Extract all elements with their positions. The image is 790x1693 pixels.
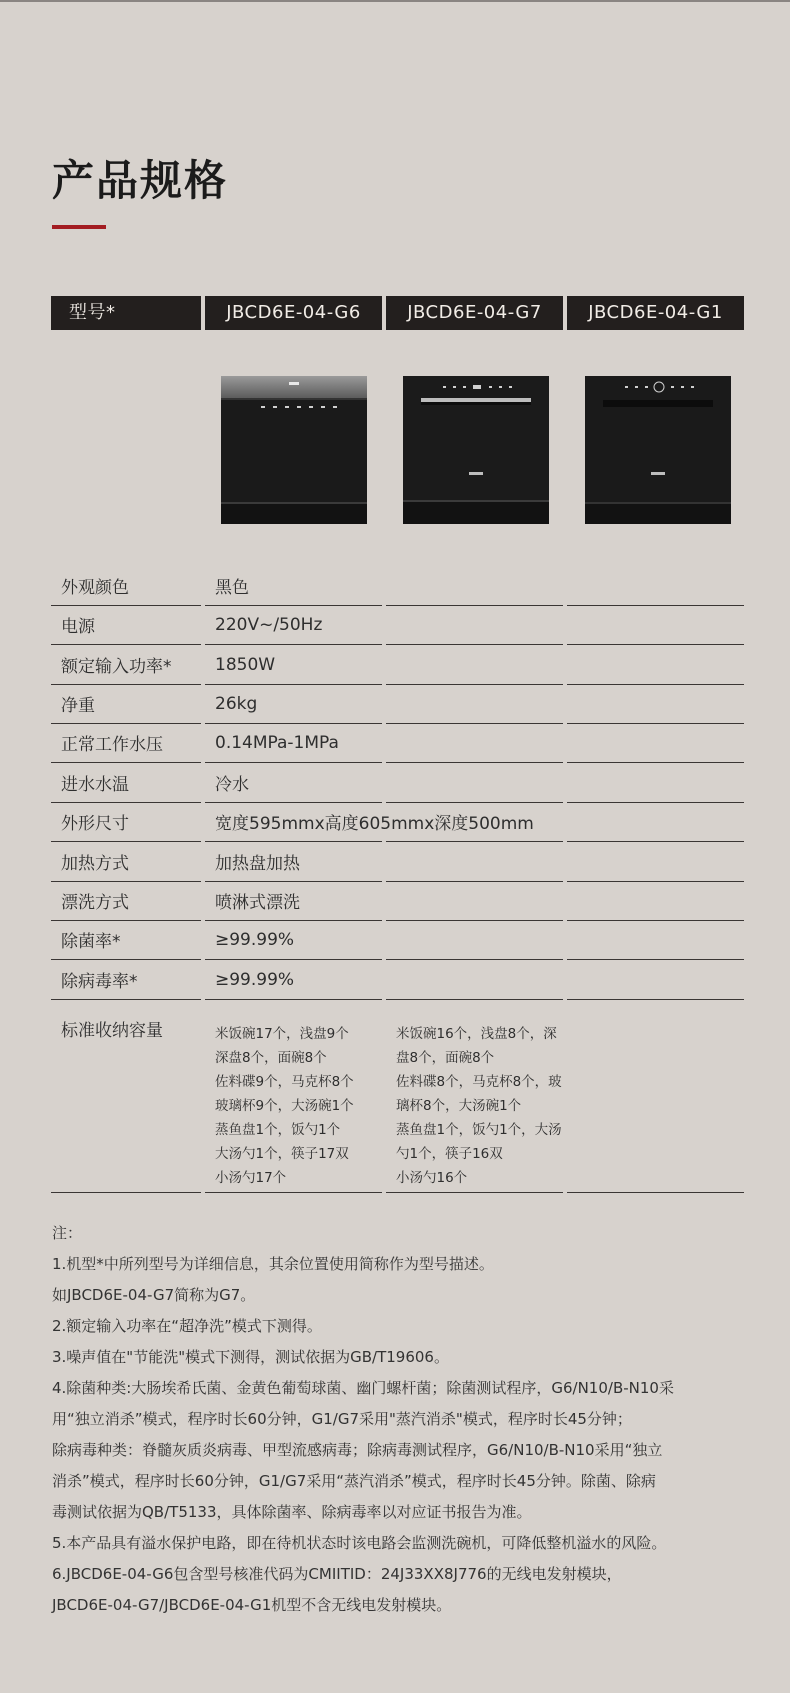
note-line: 4.除菌种类:大肠埃希氏菌、金黄色葡萄球菌、幽门螺杆菌；除菌测试程序，G6/N10/B-N10采 bbox=[52, 1379, 674, 1397]
capacity-g6: 米饭碗17个，浅盘9个 深盘8个，面碗8个 佐料碟9个，马克杯8个 玻璃杯9个，大汤碗1个 蒸鱼盘1个，饭勺1个 大汤勺1个，筷子17双 小汤勺17个 bbox=[205, 1010, 382, 1193]
spec-value-g1 bbox=[567, 802, 744, 842]
note-line: 注： bbox=[52, 1224, 83, 1242]
spec-row-capacity bbox=[51, 1010, 744, 1193]
spec-value-g7 bbox=[386, 566, 563, 606]
spec-value: 26kg bbox=[205, 684, 382, 724]
spec-row bbox=[51, 723, 744, 763]
note-line: 毒测试依据为QB/T5133，具体除菌率、除病毒率以对应证书报告为准。 bbox=[52, 1503, 532, 1521]
spec-value-g1 bbox=[567, 842, 744, 882]
spec-label: 漂洗方式 bbox=[51, 881, 201, 921]
capacity-g1 bbox=[567, 1010, 744, 1193]
notes-section bbox=[52, 1218, 752, 1621]
spec-value-g1 bbox=[567, 763, 744, 803]
note-line: 除病毒种类：脊髓灰质炎病毒、甲型流感病毒；除病毒测试程序，G6/N10/B-N10采用“独立 bbox=[52, 1441, 663, 1459]
spec-value: 喷淋式漂洗 bbox=[205, 881, 382, 921]
spec-label: 除病毒率* bbox=[51, 960, 201, 1000]
spec-label: 外形尺寸 bbox=[51, 802, 201, 842]
spec-row bbox=[51, 842, 744, 882]
model-g6: JBCD6E-04-G6 bbox=[205, 296, 382, 330]
dishwasher-g6-image bbox=[221, 376, 367, 524]
dishwasher-g1-image bbox=[585, 376, 731, 524]
spec-label: 电源 bbox=[51, 605, 201, 645]
spec-row bbox=[51, 566, 744, 606]
spec-row bbox=[51, 802, 744, 842]
note-line: JBCD6E-04-G7/JBCD6E-04-G1机型不含无线电发射模块。 bbox=[52, 1596, 452, 1614]
spec-value-g1 bbox=[567, 960, 744, 1000]
spec-row bbox=[51, 684, 744, 724]
spec-value: 0.14MPa-1MPa bbox=[205, 723, 382, 763]
page-title: 产品规格 bbox=[52, 156, 229, 205]
spec-row bbox=[51, 881, 744, 921]
spec-label: 净重 bbox=[51, 684, 201, 724]
spec-value-g7 bbox=[386, 684, 563, 724]
spec-row bbox=[51, 920, 744, 960]
spec-value-g7 bbox=[386, 960, 563, 1000]
note-line: 6.JBCD6E-04-G6包含型号核准代码为CMIITID：24J33XX8J776的无线电发射模块， bbox=[52, 1565, 622, 1583]
spec-value: 220V~/50Hz bbox=[205, 605, 382, 645]
note-line: 3.噪声值在"节能洗"模式下测得，测试依据为GB/T19606。 bbox=[52, 1348, 449, 1366]
spec-value-g7 bbox=[386, 920, 563, 960]
note-line: 消杀”模式，程序时长60分钟，G1/G7采用“蒸汽消杀”模式，程序时长45分钟。除菌、除病 bbox=[52, 1472, 656, 1490]
model-g1: JBCD6E-04-G1 bbox=[567, 296, 744, 330]
spec-value-g7 bbox=[386, 802, 563, 842]
spec-row bbox=[51, 763, 744, 803]
spec-value-g1 bbox=[567, 881, 744, 921]
note-line: 5.本产品具有溢水保护电路，即在待机状态时该电路会监测洗碗机，可降低整机溢水的风险。 bbox=[52, 1534, 667, 1552]
note-line: 用“独立消杀”模式，程序时长60分钟，G1/G7采用"蒸汽消杀"模式，程序时长45分钟； bbox=[52, 1410, 632, 1428]
spec-row bbox=[51, 645, 744, 685]
spec-label: 加热方式 bbox=[51, 842, 201, 882]
note-line: 如JBCD6E-04-G7简称为G7。 bbox=[52, 1286, 256, 1304]
spec-label: 标准收纳容量 bbox=[51, 1010, 201, 1193]
spec-value: 1850W bbox=[205, 645, 382, 685]
capacity-g7: 米饭碗16个，浅盘8个，深盘8个，面碗8个 佐料碟8个，马克杯8个，玻璃杯8个，大汤碗1个 蒸鱼盘1个，饭勺1个，大汤勺1个，筷子16双 小汤勺16个 bbox=[386, 1010, 563, 1193]
spec-value-g7 bbox=[386, 763, 563, 803]
spec-value-g7 bbox=[386, 645, 563, 685]
model-g7: JBCD6E-04-G7 bbox=[386, 296, 563, 330]
spec-value-g7 bbox=[386, 723, 563, 763]
spec-label: 除菌率* bbox=[51, 920, 201, 960]
note-line: 2.额定输入功率在“超净洗”模式下测得。 bbox=[52, 1317, 322, 1335]
spec-value-g7 bbox=[386, 605, 563, 645]
spec-value: 冷水 bbox=[205, 763, 382, 803]
spec-row bbox=[51, 960, 744, 1000]
title-accent-bar bbox=[52, 225, 106, 229]
spec-value-g1 bbox=[567, 566, 744, 606]
model-label: 型号* bbox=[51, 296, 201, 330]
spec-label: 额定输入功率* bbox=[51, 645, 201, 685]
spec-value-g1 bbox=[567, 605, 744, 645]
spec-label: 外观颜色 bbox=[51, 566, 201, 606]
top-border-line bbox=[0, 0, 790, 2]
spec-value-g1 bbox=[567, 723, 744, 763]
dishwasher-g7-image bbox=[403, 376, 549, 524]
spec-row bbox=[51, 605, 744, 645]
spec-value: 加热盘加热 bbox=[205, 842, 382, 882]
spec-label: 进水水温 bbox=[51, 763, 201, 803]
spec-value: ≥99.99% bbox=[205, 960, 382, 1000]
spec-value-g7 bbox=[386, 881, 563, 921]
spec-value: 黑色 bbox=[205, 566, 382, 606]
spec-value: 宽度595mmx高度605mmx深度500mm bbox=[205, 802, 382, 842]
spec-value-g1 bbox=[567, 684, 744, 724]
spec-value-g1 bbox=[567, 645, 744, 685]
spec-value: ≥99.99% bbox=[205, 920, 382, 960]
spec-value-g1 bbox=[567, 920, 744, 960]
note-line: 1.机型*中所列型号为详细信息，其余位置使用简称作为型号描述。 bbox=[52, 1255, 494, 1273]
spec-value-g7 bbox=[386, 842, 563, 882]
spec-label: 正常工作水压 bbox=[51, 723, 201, 763]
